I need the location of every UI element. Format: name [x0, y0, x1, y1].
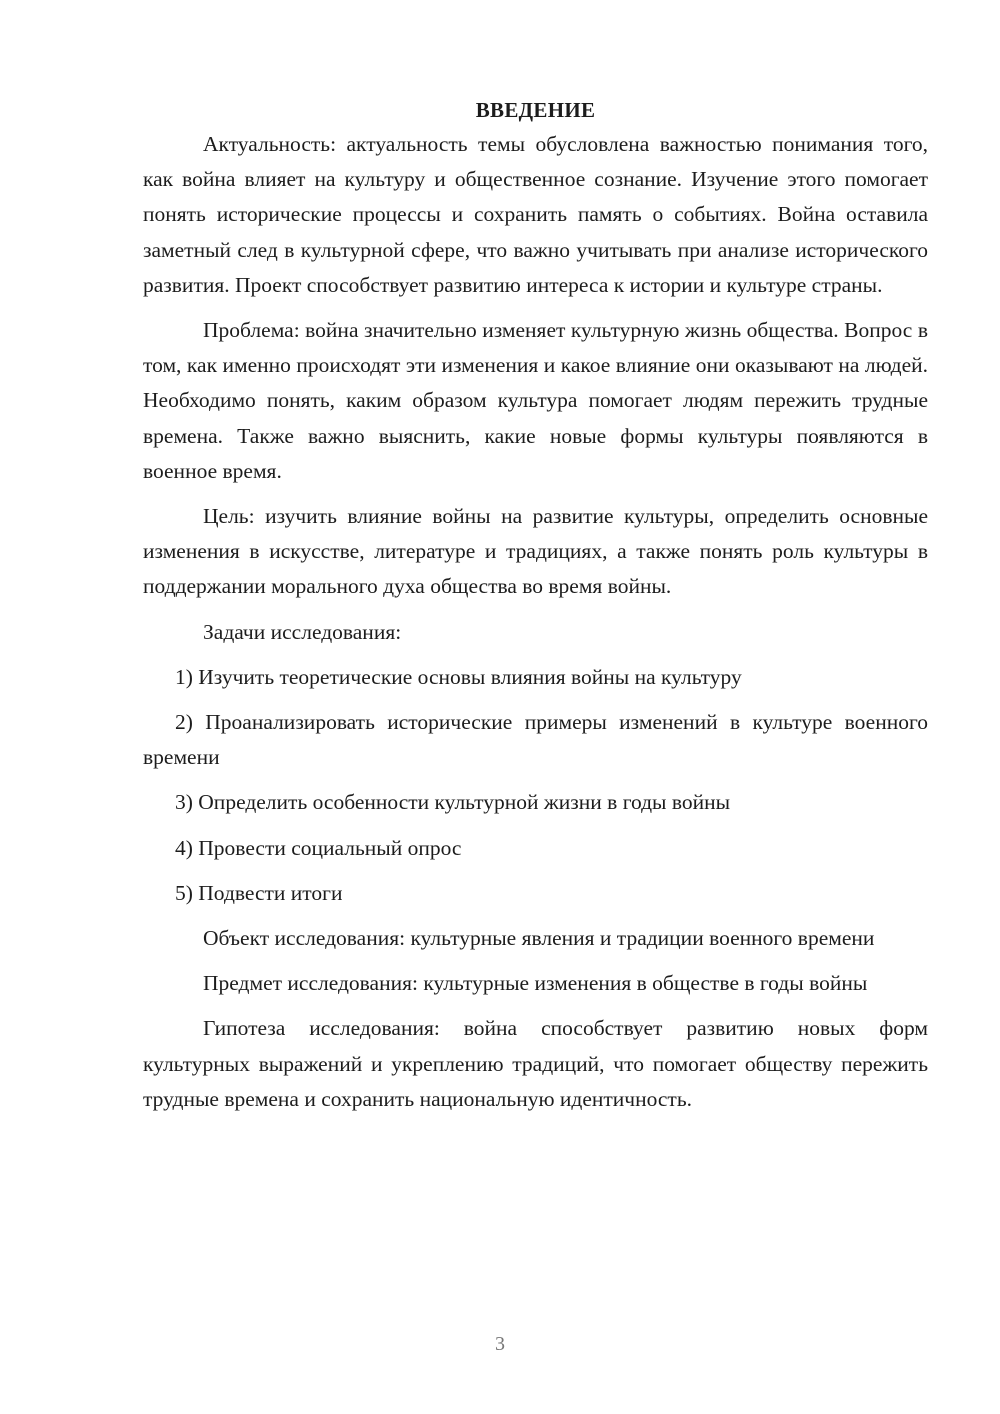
- problem-paragraph: Проблема: война значительно изменяет культурную жизнь общества. Вопрос в том, как именно происходят эти изменения и какое влияние они оказывают на людей. Необходимо понять, каким образом культура помогает людям пережить трудные времена. Также важно выяснить, какие новые формы культуры появляются в военное время.: [143, 318, 928, 483]
- hypothesis-paragraph: Гипотеза исследования: война способствует развитию новых форм культурных выражений и укреплению традиций, что помогает обществу пережить трудные времена и сохранить национальную идентичность.: [143, 1016, 928, 1111]
- task-item-2: 2) Проанализировать исторические примеры изменений в культуре военного времени: [143, 710, 928, 770]
- object-paragraph: Объект исследования: культурные явления и традиции военного времени: [203, 926, 875, 951]
- task-item-5: 5) Подвести итоги: [175, 880, 343, 905]
- section-heading: ВВЕДЕНИЕ: [475, 98, 596, 122]
- goal-paragraph: Цель: изучить влияние войны на развитие культуры, определить основные изменения в искусстве, литературе и традициях, а также понять роль культуры в поддержании морального духа общества во время войны.: [143, 504, 928, 599]
- page-number: 3: [495, 1333, 505, 1355]
- task-item-1: 1) Изучить теоретические основы влияния войны на культуру: [175, 664, 742, 689]
- subject-paragraph: Предмет исследования: культурные изменения в обществе в годы войны: [203, 971, 868, 996]
- task-item-3: 3) Определить особенности культурной жизни в годы войны: [175, 790, 731, 815]
- relevance-paragraph: Актуальность: актуальность темы обусловлена важностью понимания того, как война влияет на культуру и общественное сознание. Изучение этого помогает понять исторические процессы и сохранить память о событиях. Война оставила заметный след в культурной сфере, что важно учитывать при анализе исторического развития. Проект способствует развитию интереса к истории и культуре страны.: [143, 132, 928, 297]
- task-item-4: 4) Провести социальный опрос: [175, 835, 462, 860]
- document-page: [143, 95, 928, 1127]
- tasks-title: Задачи исследования:: [203, 619, 402, 644]
